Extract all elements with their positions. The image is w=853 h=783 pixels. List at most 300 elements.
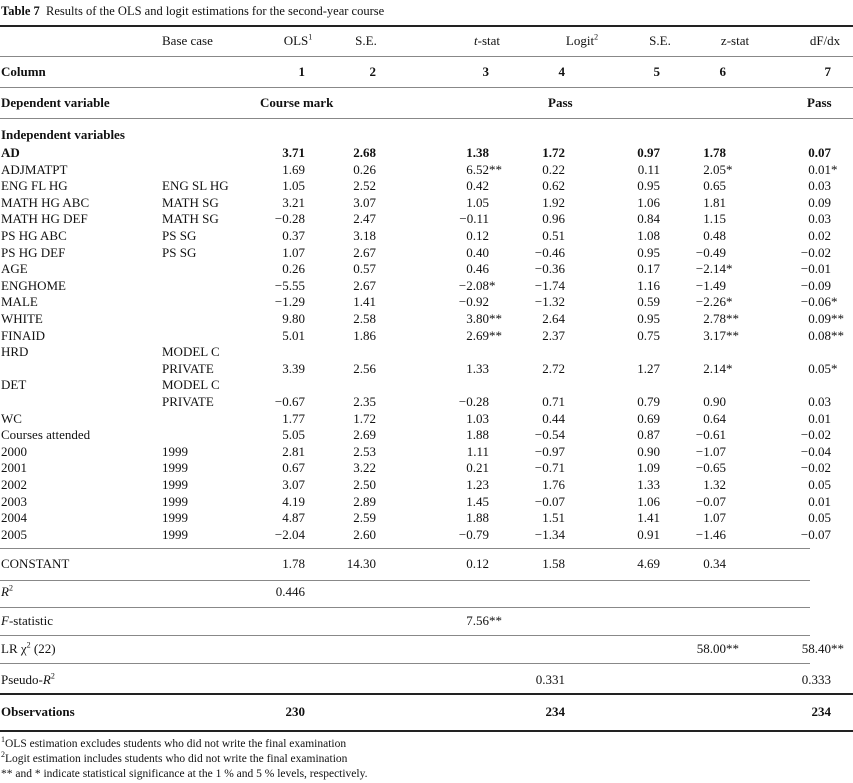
- row-label: WHITE: [1, 311, 43, 326]
- label-text: -statistic: [8, 613, 53, 628]
- header-text: S.E.: [355, 33, 377, 48]
- footnote: [1, 750, 348, 765]
- header-superscript: 1: [308, 32, 313, 42]
- table-cell: 0.05*: [808, 360, 838, 376]
- table-cell: 0.37: [282, 228, 305, 243]
- table-cell: 2.05*: [703, 161, 733, 177]
- table-cell: 0.59: [637, 294, 660, 310]
- row-label: [1, 584, 13, 600]
- table-cell: 0.95: [637, 311, 660, 326]
- header-superscript: 2: [594, 32, 599, 42]
- table-cell: 2.69**: [466, 327, 502, 343]
- table-cell: −0.92: [458, 294, 489, 310]
- table-cell: 0.22: [542, 161, 565, 177]
- row-label: WC: [1, 410, 22, 426]
- table-cell: −2.14*: [695, 261, 733, 277]
- row-label: MATH HG DEF: [1, 211, 88, 227]
- table-cell: −0.79: [458, 526, 489, 542]
- row-label: AD: [1, 145, 20, 160]
- table-cell: 0.03: [808, 178, 831, 194]
- table-cell: 2.69: [353, 427, 376, 443]
- table-row: [0, 328, 853, 344]
- table-cell: 0.75: [637, 327, 660, 343]
- table-cell: 1.27: [637, 360, 660, 376]
- table-cell: −1.34: [534, 526, 565, 542]
- column-number: 2: [369, 64, 376, 79]
- table-number: Table 7: [1, 4, 40, 18]
- table-cell: 1.58: [542, 556, 565, 571]
- row-base-case: PRIVATE: [162, 360, 214, 376]
- table-cell: 0.01: [808, 493, 831, 509]
- row-base-case: MATH SG: [162, 211, 219, 227]
- table-rule: [0, 25, 853, 27]
- table-cell: 0.96: [542, 211, 565, 227]
- footnote: [1, 768, 368, 780]
- row-label: [1, 672, 55, 688]
- table-cell: 2.14*: [703, 360, 733, 376]
- header-text: dF/dx: [809, 33, 841, 48]
- table-cell: 1.38: [466, 145, 489, 160]
- dependent-label: Dependent variable: [1, 95, 110, 110]
- table-cell: 1.41: [353, 294, 376, 310]
- table-cell: 1.72: [353, 410, 376, 426]
- table-cell: 3.80**: [466, 311, 502, 326]
- table-cell: 58.00**: [696, 641, 739, 656]
- label-superscript: 2: [50, 671, 55, 681]
- table-rule: [0, 730, 853, 732]
- row-base-case: PRIVATE: [162, 394, 214, 409]
- table-cell: 1.09: [637, 460, 660, 476]
- table-cell: 0.87: [637, 427, 660, 443]
- table-cell: 3.18: [353, 228, 376, 243]
- table-cell: 58.40**: [801, 641, 844, 656]
- section-label-text: Independent variables: [1, 127, 125, 142]
- table-cell: −0.07: [534, 493, 565, 509]
- table-cell: 1.45: [466, 493, 489, 509]
- row-label: 2004: [1, 510, 27, 526]
- table-cell: 2.59: [353, 510, 376, 526]
- table-row: [0, 278, 853, 294]
- table-cell: 0.67: [282, 460, 305, 476]
- table-cell: 5.05: [282, 427, 305, 443]
- table-cell: 0.79: [637, 394, 660, 409]
- table-cell: −0.28: [274, 211, 305, 227]
- table-cell: 1.23: [466, 477, 489, 492]
- summary-row: [0, 641, 853, 657]
- table-cell: 2.64: [542, 311, 565, 326]
- header-1: [336, 33, 396, 49]
- table-cell: 1.77: [282, 410, 305, 426]
- table-row: [0, 245, 853, 261]
- table-row: [0, 211, 853, 227]
- table-cell: 0.331: [535, 672, 565, 687]
- table-cell: 1.07: [703, 510, 726, 526]
- header-2: [457, 33, 517, 49]
- summary-row: [0, 672, 853, 688]
- section-label: [0, 127, 853, 143]
- summary-row: [0, 584, 853, 600]
- row-base-case: 1999: [162, 493, 188, 509]
- table-cell: 1.08: [637, 228, 660, 243]
- table-cell: −0.09: [800, 277, 831, 293]
- table-cell: 0.03: [808, 394, 831, 409]
- table-cell: 0.90: [703, 394, 726, 409]
- table-cell: 3.22: [353, 460, 376, 476]
- table-rule: [0, 118, 853, 119]
- table-cell: 1.06: [637, 194, 660, 210]
- row-label: PS HG DEF: [1, 244, 66, 260]
- table-cell: 0.02: [808, 228, 831, 243]
- table-cell: 0.12: [466, 228, 489, 243]
- table-cell: −0.02: [800, 460, 831, 476]
- table-cell: −1.32: [534, 294, 565, 310]
- row-label: HRD: [1, 344, 29, 360]
- row-label: 2000: [1, 443, 27, 459]
- table-cell: −0.61: [695, 427, 726, 443]
- table-cell: 2.50: [353, 477, 376, 492]
- summary-row: [0, 704, 853, 720]
- table-row: [0, 427, 853, 443]
- table-cell: −0.46: [534, 244, 565, 260]
- table-cell: −0.28: [458, 394, 489, 409]
- table-cell: −1.74: [534, 277, 565, 293]
- header-text: S.E.: [649, 33, 671, 48]
- table-row: [0, 178, 853, 194]
- table-cell: 1.15: [703, 211, 726, 227]
- row-label: 2002: [1, 477, 27, 492]
- row-label: ADJMATPT: [1, 161, 68, 177]
- row-label: MATH HG ABC: [1, 194, 90, 210]
- column-number: 1: [298, 64, 305, 79]
- table-cell: 0.44: [542, 410, 565, 426]
- row-base-case: 1999: [162, 510, 188, 526]
- table-cell: −1.46: [695, 526, 726, 542]
- table-cell: 1.72: [542, 145, 565, 160]
- table-row: [0, 394, 853, 410]
- table-cell: −0.02: [800, 427, 831, 443]
- table-cell: 5.01: [282, 327, 305, 343]
- row-label: ENG FL HG: [1, 178, 68, 194]
- summary-row: [0, 613, 853, 629]
- label-text: R: [1, 584, 9, 599]
- header-text: -stat: [477, 33, 500, 48]
- table-cell: 1.33: [466, 360, 489, 376]
- header-5: [705, 33, 765, 49]
- table-cell: 0.46: [466, 261, 489, 277]
- table-cell: 0.09**: [808, 311, 844, 326]
- table-row: [0, 228, 853, 244]
- italic-suffix: R: [42, 672, 51, 687]
- table-cell: 1.88: [466, 427, 489, 443]
- header-text: z-stat: [720, 33, 750, 48]
- table-cell: 0.333: [801, 672, 831, 687]
- table-row: [0, 162, 853, 178]
- table-cell: −1.07: [695, 443, 726, 459]
- table-cell: −0.06*: [800, 294, 838, 310]
- table-cell: 0.95: [637, 244, 660, 260]
- table-row: [0, 460, 853, 476]
- table-row: [0, 510, 853, 526]
- header-6: [795, 33, 853, 49]
- table-cell: 1.33: [637, 477, 660, 492]
- label-text: CONSTANT: [1, 556, 70, 571]
- table-cell: −2.26*: [695, 294, 733, 310]
- table-cell: 0.11: [637, 161, 660, 177]
- row-label: PS HG ABC: [1, 228, 67, 243]
- table-cell: 1.05: [466, 194, 489, 210]
- table-cell: 1.76: [542, 477, 565, 492]
- table-cell: 2.37: [542, 327, 565, 343]
- table-cell: 1.78: [282, 556, 305, 571]
- table-cell: 3.07: [282, 477, 305, 492]
- row-label: [1, 641, 56, 657]
- table-cell: 1.11: [466, 443, 489, 459]
- table-cell: 4.87: [282, 510, 305, 526]
- table-row: [0, 477, 853, 493]
- table-cell: 0.17: [637, 261, 660, 277]
- row-label: ENGHOME: [1, 277, 66, 293]
- table-cell: −1.29: [274, 294, 305, 310]
- table-cell: 2.56: [353, 360, 376, 376]
- table-cell: 234: [545, 704, 565, 719]
- footnote: [1, 735, 347, 750]
- table-cell: 1.06: [637, 493, 660, 509]
- table-cell: 0.08**: [808, 327, 844, 343]
- row-label: [1, 613, 53, 629]
- header-4: [630, 33, 690, 49]
- table-cell: 0.91: [637, 526, 660, 542]
- table-cell: −0.36: [534, 261, 565, 277]
- summary-row: [0, 556, 853, 572]
- table-cell: 0.48: [703, 228, 726, 243]
- table-cell: −0.07: [800, 526, 831, 542]
- footnote-marker: 2: [1, 750, 5, 760]
- table-cell: 2.35: [353, 394, 376, 409]
- italic-prefix: t: [473, 33, 478, 48]
- table-cell: 0.21: [466, 460, 489, 476]
- table-cell: 1.32: [703, 477, 726, 492]
- table-rule: [0, 56, 853, 57]
- table-row: [0, 294, 853, 310]
- table-cell: 0.12: [466, 556, 489, 571]
- dependent-ols: Course mark: [260, 95, 334, 110]
- table-cell: 0.03: [808, 211, 831, 227]
- table-cell: 0.71: [542, 394, 565, 409]
- label-text: Pseudo-: [1, 672, 43, 687]
- table-cell: 0.90: [637, 443, 660, 459]
- table-cell: 1.69: [282, 161, 305, 177]
- table-rule: [0, 693, 853, 695]
- table-rule: [0, 580, 810, 581]
- table-cell: 2.67: [353, 244, 376, 260]
- row-label: Courses attended: [1, 427, 91, 443]
- table-cell: 0.05: [808, 510, 831, 526]
- row-base-case: 1999: [162, 460, 188, 476]
- table-cell: 0.01: [808, 410, 831, 426]
- dependent-logit: Pass: [548, 95, 573, 110]
- row-base-case: ENG SL HG: [162, 178, 229, 194]
- table-cell: 2.68: [353, 145, 376, 160]
- row-label: 2003: [1, 493, 27, 509]
- table-cell: 230: [285, 704, 305, 719]
- table-cell: 0.40: [466, 244, 489, 260]
- table-rule: [0, 663, 810, 664]
- row-base-case: MODEL C: [162, 344, 220, 360]
- table-cell: 1.05: [282, 178, 305, 194]
- row-label: 2001: [1, 460, 27, 476]
- table-cell: 0.26: [282, 261, 305, 277]
- table-cell: 0.65: [703, 178, 726, 194]
- table-cell: 0.446: [275, 584, 305, 599]
- table-cell: 0.34: [703, 556, 726, 571]
- table-cell: 1.86: [353, 327, 376, 343]
- table-row: [0, 261, 853, 277]
- table-cell: 7.56**: [466, 613, 502, 628]
- table-rule: [0, 635, 810, 636]
- table-row: [0, 311, 853, 327]
- table-cell: −0.65: [695, 460, 726, 476]
- table-cell: −2.04: [274, 526, 305, 542]
- table-row: [0, 344, 853, 360]
- table-cell: 0.26: [353, 161, 376, 177]
- row-label: [1, 704, 75, 720]
- italic-prefix: F: [1, 613, 9, 628]
- table-cell: 1.88: [466, 510, 489, 526]
- label-text: LR χ: [1, 641, 27, 656]
- table-cell: 1.07: [282, 244, 305, 260]
- table-cell: 0.51: [542, 228, 565, 243]
- table-cell: −5.55: [274, 277, 305, 293]
- table-cell: 4.19: [282, 493, 305, 509]
- table-cell: 2.89: [353, 493, 376, 509]
- table-cell: 3.07: [353, 194, 376, 210]
- table-caption: [1, 4, 384, 19]
- table-cell: 14.30: [346, 556, 376, 571]
- table-row: [0, 377, 853, 393]
- row-base-case: PS SG: [162, 228, 197, 243]
- row-label: DET: [1, 377, 27, 393]
- table-cell: −0.04: [800, 443, 831, 459]
- table-cell: 0.95: [637, 178, 660, 194]
- column-number-row: [0, 64, 853, 80]
- table-cell: 2.60: [353, 526, 376, 542]
- row-base-case: PS SG: [162, 244, 197, 260]
- table-cell: −0.67: [274, 394, 305, 409]
- table-cell: 0.42: [466, 178, 489, 194]
- table-cell: −1.49: [695, 277, 726, 293]
- header-text: Logit: [565, 33, 595, 48]
- column-number: 6: [719, 64, 726, 79]
- table-row: [0, 444, 853, 460]
- table-cell: 0.09: [808, 194, 831, 210]
- row-label: AGE: [1, 261, 28, 277]
- row-label: FINAID: [1, 327, 46, 343]
- dependent-dfdx: Pass: [807, 95, 832, 110]
- table-row: [0, 411, 853, 427]
- table-cell: −0.54: [534, 427, 565, 443]
- table-cell: −0.02: [800, 244, 831, 260]
- table-cell: 3.39: [282, 360, 305, 376]
- table-rule: [0, 548, 810, 549]
- table-cell: 3.71: [282, 145, 305, 160]
- label-text: Observations: [1, 704, 75, 719]
- table-cell: 0.05: [808, 477, 831, 492]
- footnote-text: ** and * indicate statistical significance at the 1 % and 5 % levels, respectively.: [1, 768, 368, 780]
- table-cell: 1.03: [466, 410, 489, 426]
- column-number: 3: [482, 64, 489, 79]
- table-cell: 3.17**: [703, 327, 739, 343]
- column-number: 4: [558, 64, 565, 79]
- table-row: [0, 527, 853, 543]
- table-cell: −0.97: [534, 443, 565, 459]
- label-superscript: 2: [26, 640, 31, 650]
- row-label: MALE: [1, 294, 38, 310]
- table-cell: 0.57: [353, 261, 376, 277]
- table-rule: [0, 607, 810, 608]
- label-suffix: (22): [30, 641, 56, 656]
- row-base-case: MODEL C: [162, 377, 220, 393]
- footnote-text: Logit estimation includes students who did not write the final examination: [5, 753, 348, 765]
- table-cell: 2.58: [353, 311, 376, 326]
- column-number: 5: [653, 64, 660, 79]
- table-cell: 234: [811, 704, 831, 719]
- table-cell: 0.69: [637, 410, 660, 426]
- row-label: [1, 556, 69, 572]
- table-cell: 2.52: [353, 178, 376, 194]
- table-cell: 2.67: [353, 277, 376, 293]
- table-title: Results of the OLS and logit estimations for the second-year course: [46, 4, 385, 18]
- table-row: [0, 494, 853, 510]
- table-cell: 0.07: [808, 145, 831, 160]
- table-cell: 1.51: [542, 510, 565, 526]
- table-cell: 4.69: [637, 556, 660, 571]
- table-cell: 3.21: [282, 194, 305, 210]
- row-base-case: MATH SG: [162, 194, 219, 210]
- table-cell: 1.92: [542, 194, 565, 210]
- table-cell: 0.01*: [808, 161, 838, 177]
- table-cell: 0.62: [542, 178, 565, 194]
- table-cell: 1.41: [637, 510, 660, 526]
- table-cell: −0.49: [695, 244, 726, 260]
- row-label: 2005: [1, 526, 27, 542]
- table-cell: −2.08*: [458, 277, 496, 293]
- table-cell: −0.07: [695, 493, 726, 509]
- table-cell: 1.81: [703, 194, 726, 210]
- row-base-case: 1999: [162, 477, 188, 492]
- table-cell: −0.01: [800, 261, 831, 277]
- footnote-text: OLS estimation excludes students who did not write the final examination: [5, 738, 347, 750]
- table-cell: −0.71: [534, 460, 565, 476]
- header-base-case: Base case: [162, 33, 213, 48]
- column-number: 7: [824, 64, 831, 79]
- table-cell: 9.80: [282, 311, 305, 326]
- dependent-variable-row: [0, 95, 853, 111]
- header-0: [268, 33, 328, 49]
- header-3: [552, 33, 612, 49]
- table-cell: 6.52**: [466, 161, 502, 177]
- table-cell: 0.64: [703, 410, 726, 426]
- footnote-marker: 1: [1, 735, 5, 745]
- row-base-case: 1999: [162, 443, 188, 459]
- table-cell: 0.84: [637, 211, 660, 227]
- table-cell: 0.97: [637, 145, 660, 160]
- table-cell: 2.53: [353, 443, 376, 459]
- table-cell: 2.78**: [703, 311, 739, 326]
- row-base-case: 1999: [162, 526, 188, 542]
- table-cell: 2.47: [353, 211, 376, 227]
- table-row: [0, 145, 853, 161]
- header-row: [0, 33, 853, 49]
